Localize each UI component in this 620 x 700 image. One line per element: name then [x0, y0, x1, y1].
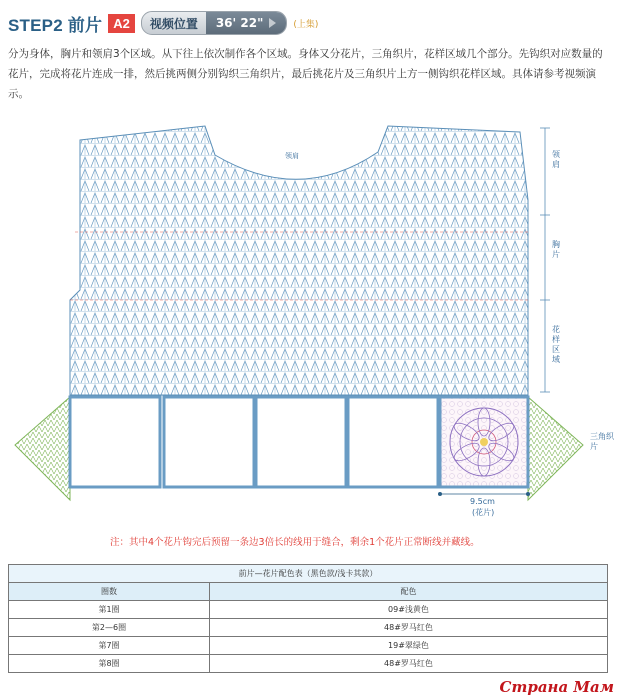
- right-triangle-piece: [528, 397, 583, 500]
- color-table: [8, 564, 608, 673]
- description: 分为身体，胸片和领肩3个区域。从下往上依次制作各个区域。身体又分花片，三角织片，花样区域几个部分。先钩织对应数量的花片，完成将花片连成一排，然后挑两侧分别钩织三角织片，最后挑花片及三角织片上方一侧钩织花样区域。具体请参考视频演示。: [8, 48, 603, 100]
- table-row: [9, 619, 608, 637]
- motif-square: [70, 397, 160, 487]
- table-caption: 前片—花片配色表（黑色款/浅卡其款）: [9, 565, 608, 583]
- color-cell: 48#罗马红色: [210, 655, 608, 673]
- flower-motif: [450, 408, 518, 476]
- video-label: 视频位置: [149, 16, 198, 31]
- motif-square: [256, 397, 346, 487]
- col-round-header: 圈数: [9, 583, 210, 601]
- table-row: [9, 601, 608, 619]
- round-cell: 第2—6圈: [9, 619, 210, 637]
- label-chest: 胸片: [552, 240, 560, 259]
- video-time-text: 36' 22": [215, 16, 264, 30]
- table-row: [9, 655, 608, 673]
- round-cell: 第8圈: [9, 655, 210, 673]
- color-cell: 09#浅黄色: [210, 601, 608, 619]
- width-label: (花片): [472, 508, 495, 517]
- col-color-header: 配色: [210, 583, 608, 601]
- table-row: [9, 637, 608, 655]
- round-cell: 第1圈: [9, 601, 210, 619]
- piece-code: A2: [108, 14, 135, 33]
- left-triangle-piece: [15, 397, 70, 500]
- neck-inner-label: 领肩: [285, 152, 299, 160]
- label-triangle: 三角织片: [590, 432, 614, 451]
- watermark: Страна Мам: [499, 678, 614, 696]
- motif-square: [348, 397, 438, 487]
- label-pattern: 花样区域: [552, 325, 560, 364]
- video-part: (上集): [293, 19, 319, 30]
- round-cell: 第7圈: [9, 637, 210, 655]
- color-cell: 48#罗马红色: [210, 619, 608, 637]
- body-pattern-area: [70, 126, 528, 395]
- step-title: STEP2 前片: [8, 15, 103, 35]
- color-cell: 19#翠绿色: [210, 637, 608, 655]
- label-neck: 领肩: [552, 150, 560, 169]
- width-value: 9.5cm: [470, 497, 495, 506]
- motif-square: [164, 397, 254, 487]
- note: 注：其中4个花片钩完后预留一条边3倍长的线用于缝合，剩余1个花片正常断线并藏线。: [110, 537, 480, 548]
